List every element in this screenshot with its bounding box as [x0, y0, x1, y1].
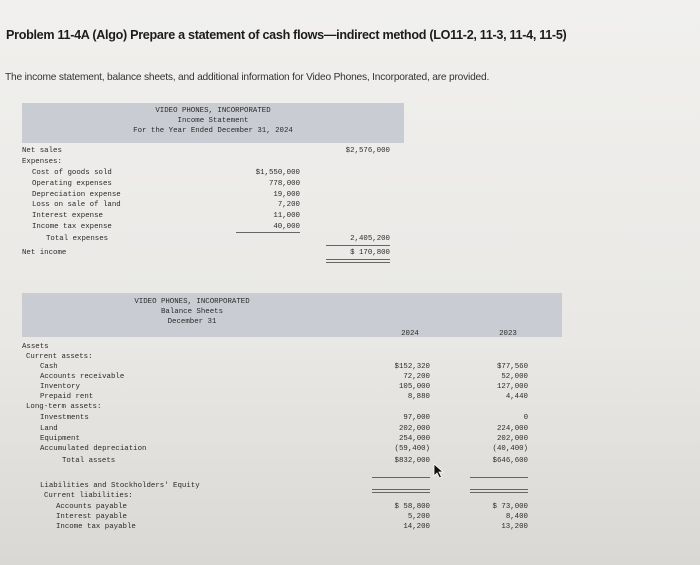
- balance-row-label: Investments: [40, 414, 89, 422]
- assets-subtotal-rule-2023: [470, 477, 528, 478]
- balance-sheet-table: [22, 293, 562, 565]
- net-income-double-rule: [326, 259, 390, 263]
- balance-value-2024: $152,320: [394, 363, 430, 371]
- balance-row-label: Land: [40, 425, 58, 433]
- balance-value-2023: $646,600: [492, 457, 528, 465]
- income-period: For the Year Ended December 31, 2024: [133, 127, 293, 135]
- expense-label: Cost of goods sold: [32, 169, 112, 177]
- year-2024-header: 2024: [401, 330, 419, 338]
- balance-company: VIDEO PHONES, INCORPORATED: [134, 298, 250, 306]
- expense-value: 40,000: [273, 223, 300, 231]
- expense-label: Operating expenses: [32, 179, 112, 188]
- expense-label: Interest expense: [32, 212, 103, 221]
- balance-value-2023: 0: [523, 414, 528, 422]
- expense-value: 7,200: [277, 201, 300, 210]
- net-sales-label: Net sales: [22, 147, 62, 155]
- balance-row-label: Assets: [22, 343, 49, 351]
- balance-value-2024: $ 58,800: [394, 503, 430, 511]
- balance-row-label: Total assets: [62, 457, 116, 465]
- expenses-subtotal-rule: [236, 232, 300, 233]
- expense-value: $1,550,000: [255, 169, 300, 177]
- total-expenses-label: Total expenses: [46, 235, 109, 243]
- intro-text: The income statement, balance sheets, and additional information for Video Phones, Incorporated, are provided.: [5, 72, 490, 83]
- balance-row-label: Accumulated depreciation: [40, 445, 147, 453]
- balance-row-label: Prepaid rent: [40, 393, 94, 401]
- income-company: VIDEO PHONES, INCORPORATED: [155, 107, 271, 115]
- expense-label: Depreciation expense: [32, 190, 121, 199]
- balance-value-2024: 254,000: [398, 435, 430, 443]
- net-income-rule: [326, 245, 390, 246]
- balance-value-2024: (59,400): [394, 445, 430, 453]
- expense-value: 778,000: [268, 179, 300, 188]
- balance-value-2023: $77,560: [496, 363, 528, 371]
- total-assets-double-rule-2024: [372, 489, 430, 493]
- balance-value-2023: 4,440: [505, 393, 528, 401]
- expense-label: Loss on sale of land: [32, 201, 121, 210]
- balance-value-2023: 52,000: [501, 373, 528, 381]
- problem-title: Problem 11-4A (Algo) Prepare a statement of cash flows—indirect method (LO11-2, 11-3, 11-4, 11-5): [6, 28, 567, 42]
- balance-statement-name: Balance Sheets: [160, 308, 224, 316]
- balance-value-2024: $832,000: [394, 457, 430, 465]
- mouse-cursor-icon: [433, 463, 445, 479]
- income-statement-name: Income Statement: [177, 117, 249, 125]
- balance-value-2023: 8,400: [505, 513, 528, 521]
- balance-row-label: Income tax payable: [56, 523, 136, 531]
- balance-row-label: Accounts receivable: [40, 373, 125, 381]
- balance-value-2023: 127,000: [496, 383, 528, 391]
- balance-value-2023: 202,000: [496, 435, 528, 443]
- net-income-label: Net income: [22, 249, 67, 257]
- balance-row-label: Current assets:: [26, 353, 93, 361]
- balance-value-2024: 5,200: [407, 513, 430, 521]
- year-2023-header: 2023: [499, 330, 517, 338]
- expense-value: 19,000: [273, 190, 300, 199]
- balance-row-label: Liabilities and Stockholders' Equity: [40, 482, 200, 490]
- balance-row-label: Inventory: [40, 383, 80, 391]
- balance-value-2024: 8,880: [407, 393, 430, 401]
- balance-value-2023: $ 73,000: [492, 503, 528, 511]
- expense-value: 11,000: [273, 212, 300, 221]
- balance-date: December 31: [167, 318, 217, 326]
- expenses-label: Expenses:: [22, 158, 62, 166]
- balance-value-2023: (40,400): [492, 445, 528, 453]
- balance-row-label: Long-term assets:: [26, 403, 102, 411]
- balance-value-2024: 97,000: [403, 414, 430, 422]
- balance-row-label: Current liabilities:: [44, 492, 133, 500]
- balance-row-label: Cash: [40, 363, 58, 371]
- net-sales-value: $2,576,000: [345, 147, 390, 155]
- balance-value-2023: 13,200: [501, 523, 528, 531]
- balance-value-2024: 105,000: [398, 383, 430, 391]
- balance-row-label: Equipment: [40, 435, 80, 443]
- balance-value-2024: 14,200: [403, 523, 430, 531]
- income-statement-table: [22, 103, 404, 283]
- balance-value-2024: 202,000: [398, 425, 430, 433]
- balance-row-label: Accounts payable: [56, 503, 127, 511]
- net-income-value: $ 170,800: [350, 249, 390, 257]
- balance-value-2024: 72,200: [403, 373, 430, 381]
- expense-label: Income tax expense: [32, 223, 112, 231]
- total-expenses-value: 2,405,200: [350, 235, 390, 243]
- balance-row-label: Interest payable: [56, 513, 127, 521]
- balance-value-2023: 224,000: [496, 425, 528, 433]
- total-assets-double-rule-2023: [470, 489, 528, 493]
- assets-subtotal-rule-2024: [372, 477, 430, 478]
